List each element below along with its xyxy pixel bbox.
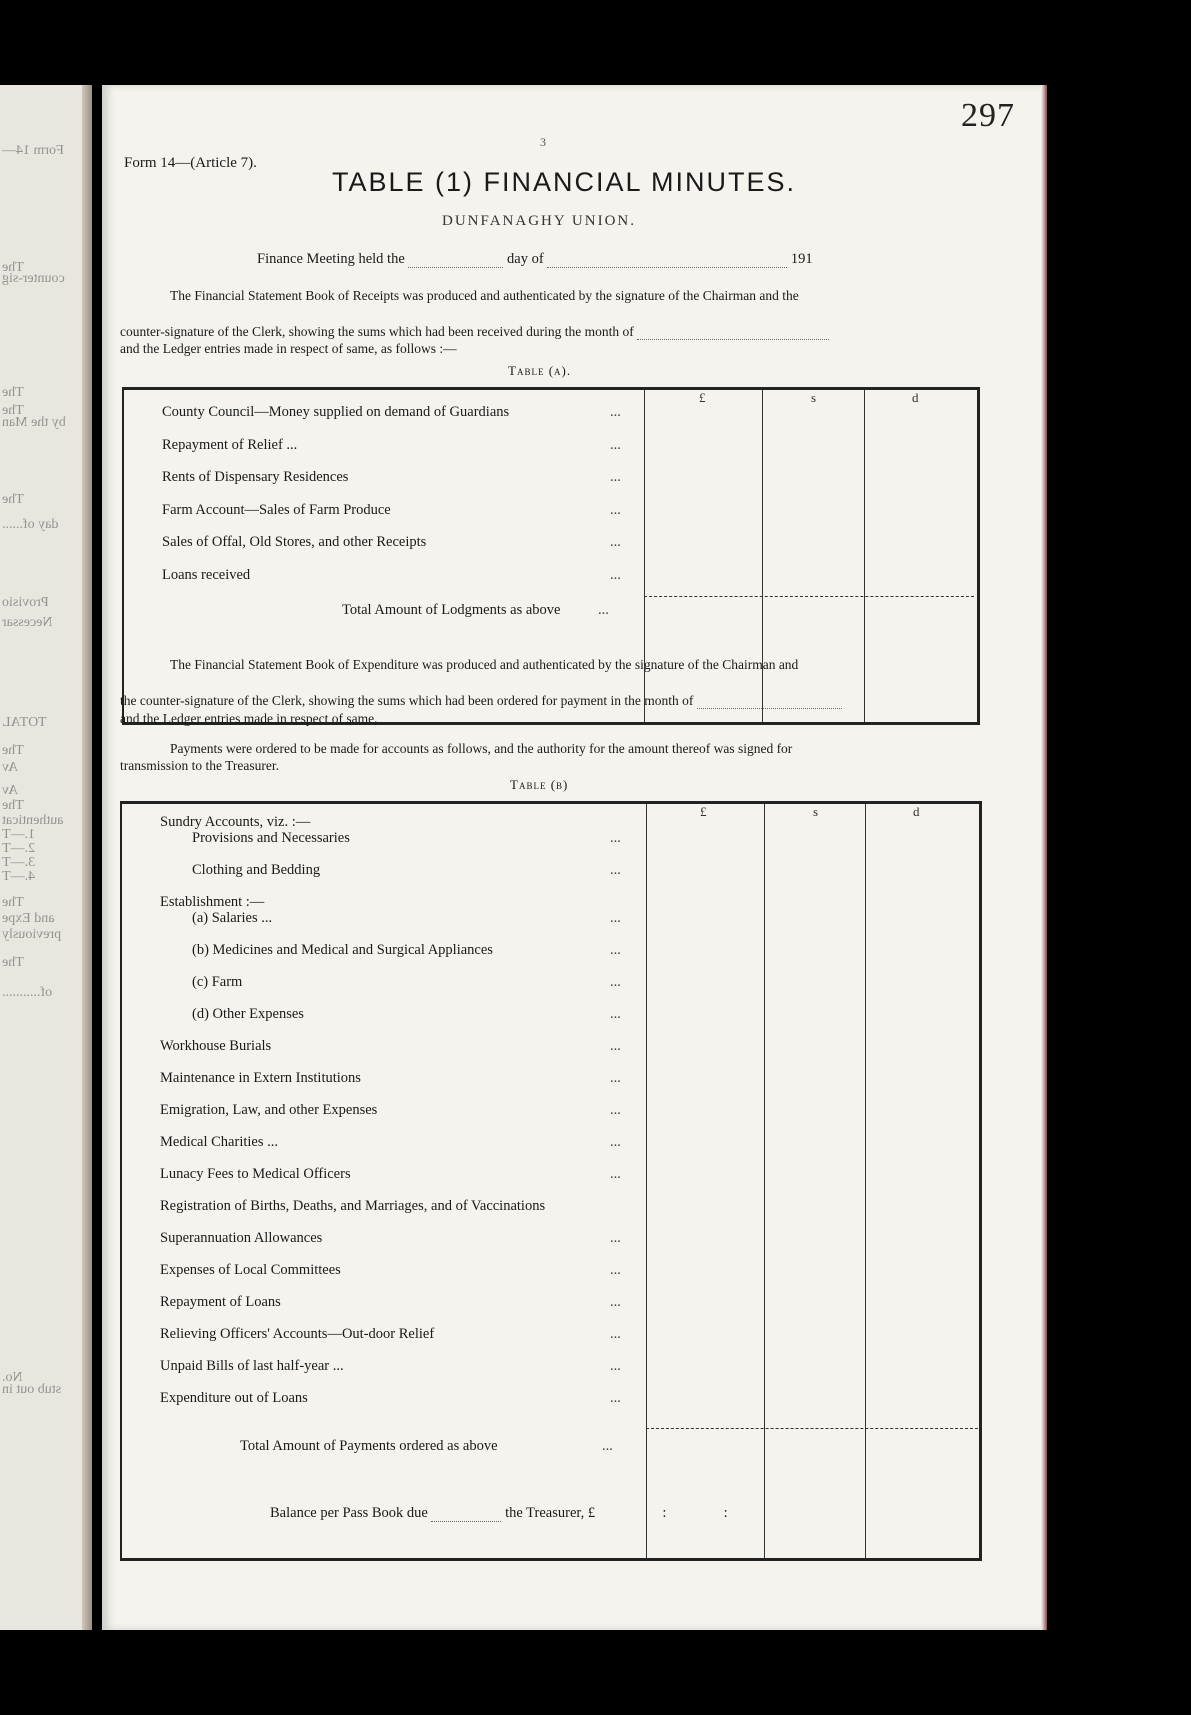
receipts-line-2-text: counter-signature of the Clerk, showing the sums which had been received during the month of bbox=[120, 324, 634, 339]
table-b-row-dots: ... bbox=[610, 1294, 621, 1310]
expenditure-month-blank bbox=[697, 708, 842, 709]
table-a-left-border bbox=[122, 390, 124, 722]
expenditure-line-1: The Financial Statement Book of Expenditure was produced and authenticated by the signature of the Chairman and bbox=[170, 657, 799, 672]
table-a-row: Rents of Dispensary Residences bbox=[162, 469, 349, 485]
meeting-line bbox=[257, 251, 813, 268]
table-a-row-dots: ... bbox=[610, 404, 621, 420]
balance-treasurer: the Treasurer, £ bbox=[505, 1505, 596, 1521]
left-margin-fragment: Av bbox=[2, 783, 19, 798]
table-b-row-dots: ... bbox=[610, 1038, 621, 1054]
meeting-month-blank bbox=[547, 267, 787, 268]
table-b-row-dots: ... bbox=[610, 1262, 621, 1278]
expenditure-line-5: transmission to the Treasurer. bbox=[120, 758, 279, 773]
table-a-total-label: Total Amount of Lodgments as above bbox=[342, 602, 561, 618]
left-margin-fragment: TOTAL bbox=[2, 715, 47, 730]
table-b-row-dots: ... bbox=[610, 1166, 621, 1182]
table-b-row-dots: ... bbox=[610, 1006, 621, 1022]
book-spine bbox=[82, 85, 92, 1630]
left-margin-fragment: Provisio bbox=[2, 595, 49, 610]
table-a-row: Repayment of Relief ... bbox=[162, 436, 298, 453]
left-margin-fragment: The bbox=[2, 743, 24, 758]
table-b-row: Relieving Officers' Accounts—Out-door Relief bbox=[160, 1326, 435, 1342]
left-margin-fragment: Necessar bbox=[2, 615, 53, 630]
table-a-total-dots: ... bbox=[598, 602, 609, 618]
table-b-pence-divider bbox=[865, 804, 866, 1558]
page-title: TABLE (1) FINANCIAL MINUTES. bbox=[332, 167, 797, 197]
table-b-row-dots: ... bbox=[610, 830, 621, 846]
left-margin-fragment: day of...... bbox=[2, 517, 59, 532]
left-margin-fragment: No. bbox=[2, 1370, 23, 1385]
table-b bbox=[120, 801, 982, 1561]
table-b-row-dots: ... bbox=[610, 1070, 621, 1086]
table-b-caption: Table (b) bbox=[510, 777, 569, 792]
table-a-pence-divider bbox=[864, 390, 865, 722]
receipts-line-1: The Financial Statement Book of Receipts was produced and authenticated by the signature of the Chairman and the bbox=[170, 288, 799, 303]
table-a-pence-header: d bbox=[912, 390, 919, 405]
left-margin-fragment: Av bbox=[2, 760, 19, 775]
table-b-row: Repayment of Loans bbox=[160, 1294, 281, 1310]
table-a-shillings-header: s bbox=[811, 390, 817, 405]
meeting-prefix: Finance Meeting held the bbox=[257, 251, 405, 267]
table-b-total-rule bbox=[646, 1428, 978, 1429]
left-margin-fragment: The bbox=[2, 492, 24, 507]
table-a-row: Farm Account—Sales of Farm Produce bbox=[162, 501, 391, 518]
form-reference: Form 14—(Article 7). bbox=[124, 155, 257, 171]
left-margin-fragment: counter-sig bbox=[2, 271, 65, 286]
table-b-row-dots: ... bbox=[610, 862, 621, 878]
table-b-row: (c) Farm bbox=[192, 974, 243, 990]
meeting-year: 191 bbox=[790, 251, 813, 267]
page-number: 297 bbox=[961, 97, 1015, 134]
table-b-row-dots: ... bbox=[610, 1390, 621, 1406]
table-a-row-dots: ... bbox=[610, 436, 621, 453]
table-a-row-dots: ... bbox=[610, 501, 621, 518]
expenditure-line-2 bbox=[120, 693, 842, 709]
table-b-row: Establishment :— bbox=[160, 894, 265, 910]
table-b-row-dots: ... bbox=[610, 1230, 621, 1246]
table-b-row-dots: ... bbox=[610, 910, 621, 926]
table-a-row-dots: ... bbox=[610, 566, 621, 583]
table-b-row: (d) Other Expenses bbox=[192, 1006, 304, 1022]
table-b-row: Superannuation Allowances bbox=[160, 1230, 323, 1246]
table-b-shillings-divider bbox=[764, 804, 765, 1558]
table-b-total-dots: ... bbox=[602, 1438, 613, 1454]
left-margin-fragment: The bbox=[2, 385, 24, 400]
table-b-row-dots: ... bbox=[610, 1358, 621, 1374]
left-margin-fragment: 4.—T bbox=[2, 869, 36, 884]
table-b-row: Workhouse Burials bbox=[160, 1038, 272, 1054]
table-b-row: Registration of Births, Deaths, and Marriages, and of Vaccinations bbox=[160, 1198, 546, 1214]
table-a-row-dots: ... bbox=[610, 469, 621, 485]
table-b-right-border bbox=[979, 804, 982, 1558]
table-b-pence-header: d bbox=[913, 804, 920, 819]
table-b-row: Medical Charities ... bbox=[160, 1134, 278, 1150]
table-b-row: Expenses of Local Committees bbox=[160, 1262, 341, 1278]
left-margin-fragment: by the Man bbox=[2, 415, 66, 430]
table-a-row-dots: ... bbox=[610, 534, 621, 550]
table-b-row: (a) Salaries ... bbox=[192, 910, 273, 926]
left-margin-fragment: The bbox=[2, 955, 24, 970]
table-a-caption: Table (a). bbox=[508, 363, 572, 378]
meeting-date-blank bbox=[408, 267, 503, 268]
table-a-right-border bbox=[977, 390, 980, 722]
table-b-row-dots: ... bbox=[610, 974, 621, 990]
page-red-edge bbox=[1041, 85, 1047, 1630]
balance-prefix: Balance per Pass Book due bbox=[270, 1505, 428, 1521]
table-a-row: County Council—Money supplied on demand of Guardians bbox=[162, 404, 510, 420]
table-b-row: Unpaid Bills of last half-year ... bbox=[160, 1358, 344, 1374]
table-a-total-rule bbox=[644, 596, 974, 597]
receipts-line-3: and the Ledger entries made in respect of same, as follows :— bbox=[120, 341, 457, 356]
table-b-pounds-header: £ bbox=[700, 804, 707, 819]
left-margin-fragment: authenticat bbox=[2, 813, 64, 828]
left-margin-fragment: Form 14— bbox=[2, 143, 64, 158]
meeting-day-of: day of bbox=[507, 251, 544, 267]
table-a-row: Sales of Offal, Old Stores, and other Receipts bbox=[162, 534, 427, 550]
table-b-row-dots: ... bbox=[610, 1102, 621, 1118]
receipts-line-2 bbox=[120, 324, 829, 340]
table-a bbox=[122, 387, 980, 725]
table-b-row-dots: ... bbox=[610, 1326, 621, 1342]
table-b-row: Emigration, Law, and other Expenses bbox=[160, 1102, 378, 1118]
table-b-row: Clothing and Bedding bbox=[192, 862, 321, 878]
table-b-pounds-divider bbox=[646, 804, 647, 1558]
left-margin-fragment: and Expe bbox=[2, 911, 55, 926]
expenditure-line-2-text: the counter-signature of the Clerk, showing the sums which had been ordered for payment in the month of bbox=[120, 693, 694, 708]
balance-line bbox=[270, 1505, 728, 1522]
table-a-row: Loans received bbox=[162, 566, 251, 583]
ledger-page bbox=[102, 85, 1045, 1630]
table-b-row: Sundry Accounts, viz. :— bbox=[160, 814, 311, 830]
table-b-row-dots: ... bbox=[610, 942, 621, 958]
table-b-row: Lunacy Fees to Medical Officers bbox=[160, 1166, 351, 1182]
table-b-shillings-header: s bbox=[813, 804, 819, 819]
left-margin-fragment: The bbox=[2, 798, 24, 813]
left-margin-fragment: of........... bbox=[2, 985, 53, 1000]
left-page-edge bbox=[0, 85, 92, 1630]
union-name: DUNFANAGHY UNION. bbox=[442, 213, 636, 229]
small-number: 3 bbox=[540, 135, 546, 149]
balance-sep-2: : bbox=[723, 1505, 728, 1521]
left-margin-fragment: The bbox=[2, 403, 24, 418]
table-b-row-dots: ... bbox=[610, 1134, 621, 1150]
left-margin-fragment: The bbox=[2, 260, 24, 275]
receipts-month-blank bbox=[637, 339, 829, 340]
expenditure-line-3: and the Ledger entries made in respect of same. bbox=[120, 711, 378, 726]
left-margin-fragment: stub out in bbox=[2, 1382, 62, 1397]
left-margin-fragment: 3.—T bbox=[2, 855, 36, 870]
left-margin-fragment: previously bbox=[2, 927, 62, 942]
balance-blank bbox=[431, 1521, 501, 1522]
left-margin-fragment: 1.—T bbox=[2, 827, 36, 842]
expenditure-line-4: Payments were ordered to be made for accounts as follows, and the authority for the amount thereof was signed for bbox=[170, 741, 793, 756]
balance-sep-1: : bbox=[662, 1505, 667, 1521]
table-b-row: Provisions and Necessaries bbox=[192, 830, 350, 846]
table-b-total-label: Total Amount of Payments ordered as above bbox=[240, 1438, 498, 1454]
left-margin-fragment: 2.—T bbox=[2, 841, 36, 856]
table-b-row: (b) Medicines and Medical and Surgical Appliances bbox=[192, 942, 493, 958]
left-margin-fragment: The bbox=[2, 895, 24, 910]
table-a-pounds-header: £ bbox=[699, 390, 706, 405]
table-b-row: Expenditure out of Loans bbox=[160, 1390, 308, 1406]
table-b-row: Maintenance in Extern Institutions bbox=[160, 1070, 361, 1086]
table-b-left-border bbox=[120, 804, 122, 1558]
